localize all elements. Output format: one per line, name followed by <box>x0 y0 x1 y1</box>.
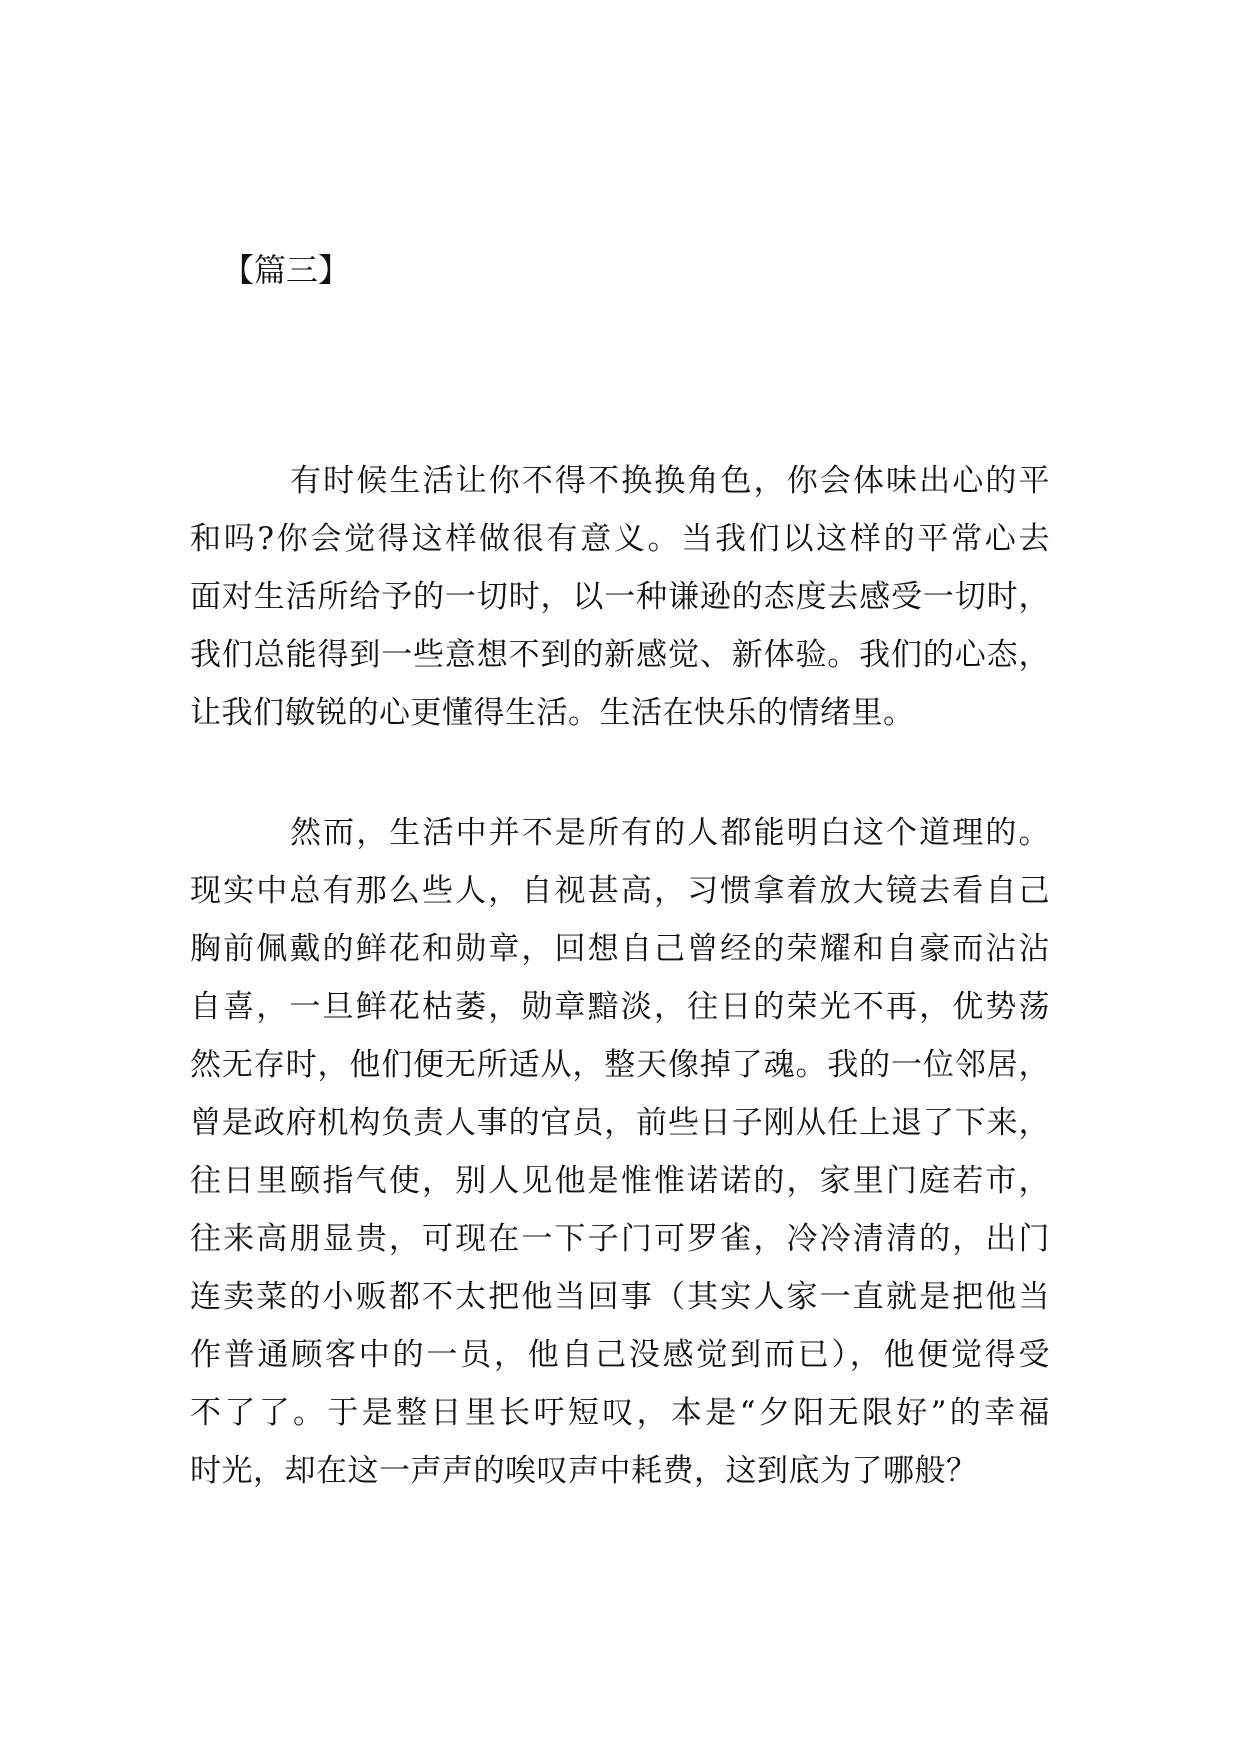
paragraph-line: 连卖菜的小贩都不太把他当回事（其实人家一直就是把他当 <box>190 1279 1050 1315</box>
paragraph-line: 往日里颐指气使，别人见他是惟惟诺诺的，家里门庭若市， <box>190 1163 1050 1199</box>
section-heading: 【篇三】 <box>222 251 351 289</box>
paragraph-line: 胸前佩戴的鲜花和勋章，回想自己曾经的荣耀和自豪而沾沾 <box>190 931 1050 967</box>
paragraph-line: 有时候生活让你不得不换换角色，你会体味出心的平 <box>290 463 1050 499</box>
paragraph-line: 时光，却在这一声声的唉叹声中耗费，这到底为了哪般？ <box>190 1453 978 1489</box>
paragraph-1 <box>190 452 1050 742</box>
paragraph-line: 自喜，一旦鲜花枯萎，勋章黯淡，往日的荣光不再，优势荡 <box>190 989 1050 1025</box>
paragraph-line: 面对生活所给予的一切时，以一种谦逊的态度去感受一切时， <box>190 579 1050 615</box>
paragraph-line: 和吗?你会觉得这样做很有意义。当我们以这样的平常心去 <box>190 521 1050 557</box>
paragraph-2 <box>190 804 1050 1500</box>
paragraph-line: 往来高朋显贵，可现在一下子门可罗雀，冷冷清清的，出门 <box>190 1221 1050 1257</box>
paragraph-line: 我们总能得到一些意想不到的新感觉、新体验。我们的心态， <box>190 637 1050 673</box>
paragraph-line: 不了了。于是整日里长吁短叹，本是“夕阳无限好”的幸福 <box>190 1395 1050 1431</box>
paragraph-line: 然而，生活中并不是所有的人都能明白这个道理的。 <box>290 815 1050 851</box>
paragraph-line: 让我们敏锐的心更懂得生活。生活在快乐的情绪里。 <box>190 695 915 731</box>
paragraph-line: 作普通顾客中的一员，他自己没感觉到而已），他便觉得受 <box>190 1337 1050 1373</box>
paragraph-line: 然无存时，他们便无所适从，整天像掉了魂。我的一位邻居， <box>190 1047 1050 1083</box>
paragraph-line: 现实中总有那么些人，自视甚高，习惯拿着放大镜去看自己 <box>190 873 1050 909</box>
paragraph-line: 曾是政府机构负责人事的官员，前些日子刚从任上退了下来， <box>190 1105 1050 1141</box>
